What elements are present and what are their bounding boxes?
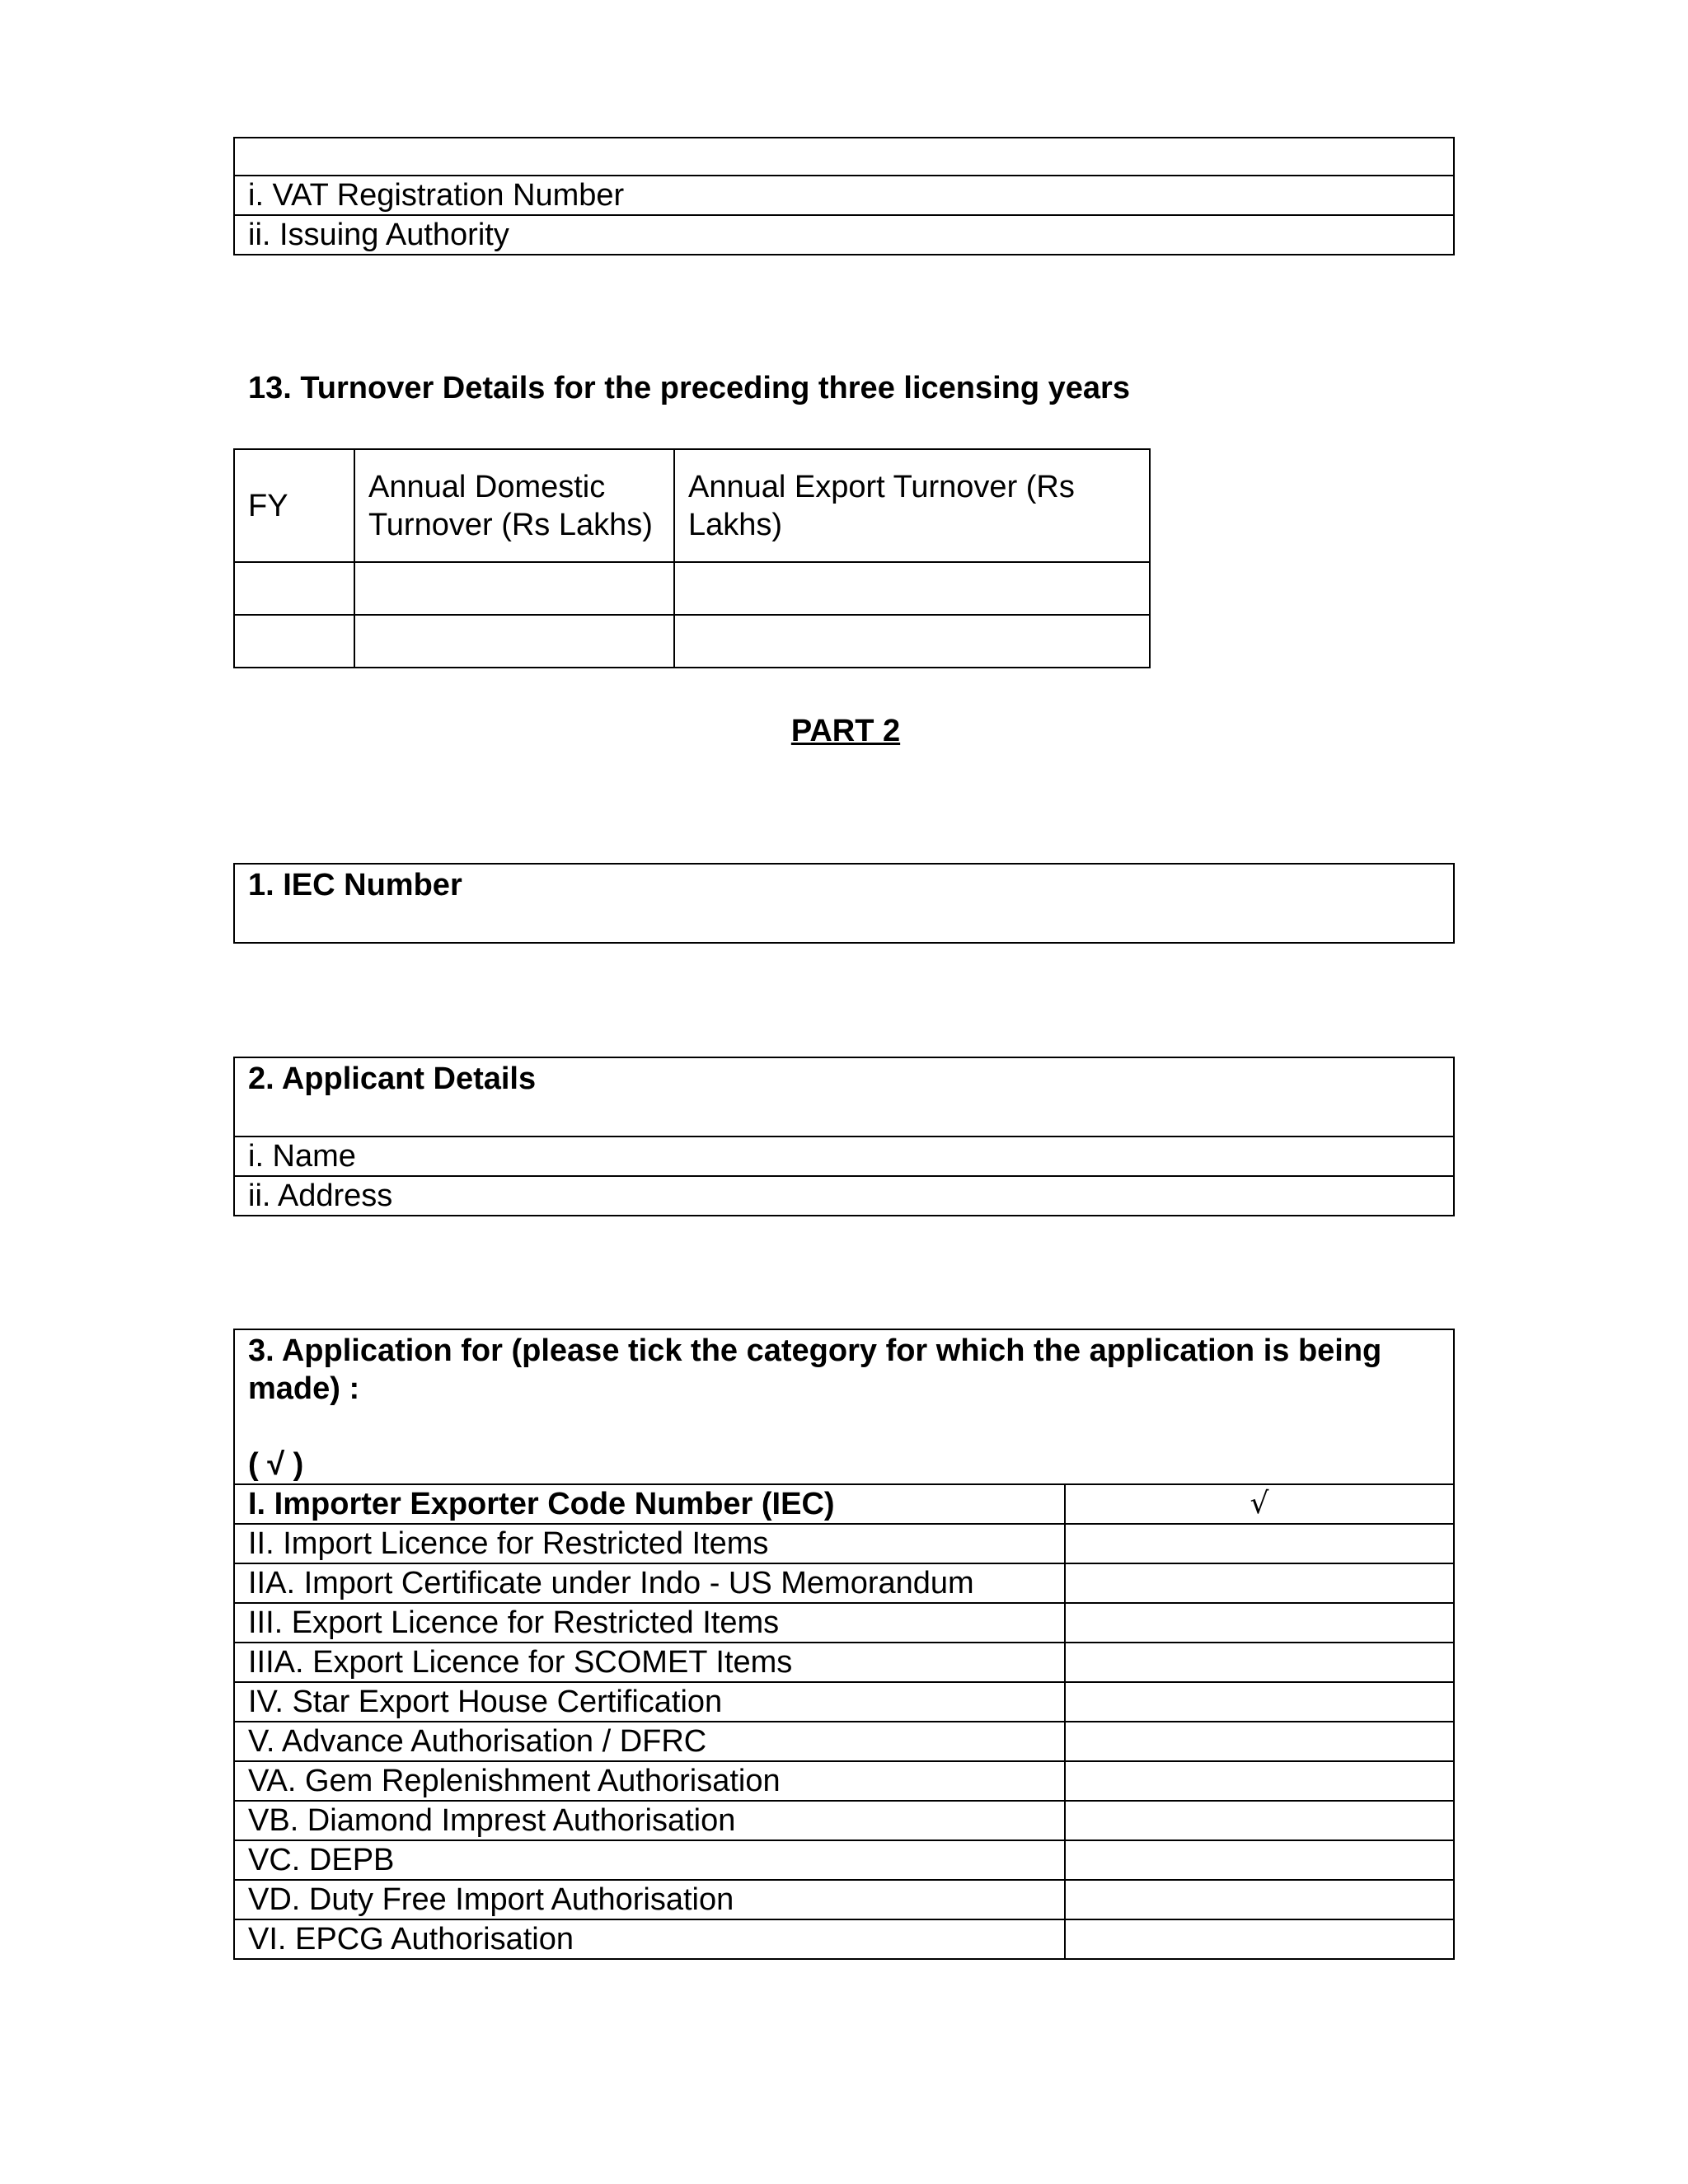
category-label: VC. DEPB — [234, 1840, 1065, 1880]
domestic-turnover-cell[interactable] — [354, 615, 674, 668]
category-checkbox[interactable] — [1065, 1761, 1454, 1801]
category-checkbox[interactable] — [1065, 1840, 1454, 1880]
turnover-table — [233, 448, 1151, 668]
vat-table-blank-row — [234, 138, 1454, 176]
table-row — [234, 1801, 1454, 1840]
part-2-title: PART 2 — [790, 714, 901, 748]
column-header-export-turnover: Annual Export Turnover (Rs Lakhs) — [674, 449, 1150, 562]
table-row — [234, 1643, 1454, 1682]
applicant-details-title: 2. Applicant Details — [234, 1057, 1454, 1137]
domestic-turnover-cell[interactable] — [354, 562, 674, 615]
table-row — [234, 1484, 1454, 1524]
vat-registration-number-field[interactable]: i. VAT Registration Number — [234, 176, 1454, 215]
category-label: IIA. Import Certificate under Indo - US Memorandum — [234, 1563, 1065, 1603]
category-label: IIIA. Export Licence for SCOMET Items — [234, 1643, 1065, 1682]
category-label: VB. Diamond Imprest Authorisation — [234, 1801, 1065, 1840]
iec-number-field[interactable]: 1. IEC Number — [234, 864, 1454, 943]
export-turnover-cell[interactable] — [674, 562, 1150, 615]
table-row — [234, 1880, 1454, 1919]
category-checkbox[interactable] — [1065, 1603, 1454, 1643]
category-checkbox[interactable] — [1065, 1643, 1454, 1682]
applicant-name-field[interactable]: i. Name — [234, 1137, 1454, 1176]
category-label: I. Importer Exporter Code Number (IEC) — [234, 1484, 1065, 1524]
column-header-domestic-turnover: Annual Domestic Turnover (Rs Lakhs) — [354, 449, 674, 562]
iec-number-box — [233, 863, 1455, 944]
table-row — [234, 1761, 1454, 1801]
category-label: VD. Duty Free Import Authorisation — [234, 1880, 1065, 1919]
category-checkbox[interactable] — [1065, 1880, 1454, 1919]
applicant-address-field[interactable]: ii. Address — [234, 1176, 1454, 1216]
table-row — [234, 1722, 1454, 1761]
export-turnover-cell[interactable] — [674, 615, 1150, 668]
table-row — [234, 1524, 1454, 1563]
table-row — [234, 1603, 1454, 1643]
category-label: V. Advance Authorisation / DFRC — [234, 1722, 1065, 1761]
category-checkbox[interactable] — [1065, 1524, 1454, 1563]
category-label: II. Import Licence for Restricted Items — [234, 1524, 1065, 1563]
vat-table — [233, 137, 1455, 255]
turnover-heading: 13. Turnover Details for the preceding three licensing years — [248, 371, 1130, 405]
category-checkbox[interactable] — [1065, 1682, 1454, 1722]
application-title-cell — [234, 1329, 1454, 1484]
application-category-table — [233, 1329, 1455, 1960]
table-row — [234, 1919, 1454, 1959]
category-label: VA. Gem Replenishment Authorisation — [234, 1761, 1065, 1801]
applicant-details-table — [233, 1057, 1455, 1216]
application-title: 3. Application for (please tick the category for which the application is being made) : — [248, 1333, 1382, 1406]
category-checkbox[interactable] — [1065, 1722, 1454, 1761]
category-checkbox[interactable] — [1065, 1563, 1454, 1603]
fy-cell[interactable] — [234, 615, 354, 668]
table-row — [234, 1682, 1454, 1722]
tick-hint: ( √ ) — [248, 1447, 304, 1482]
fy-cell[interactable] — [234, 562, 354, 615]
issuing-authority-field[interactable]: ii. Issuing Authority — [234, 215, 1454, 255]
category-checkbox[interactable]: √ — [1065, 1484, 1454, 1524]
table-row — [234, 1840, 1454, 1880]
category-label: III. Export Licence for Restricted Items — [234, 1603, 1065, 1643]
table-row — [234, 1563, 1454, 1603]
category-label: IV. Star Export House Certification — [234, 1682, 1065, 1722]
category-checkbox[interactable] — [1065, 1919, 1454, 1959]
table-row — [234, 615, 1150, 668]
category-label: VI. EPCG Authorisation — [234, 1919, 1065, 1959]
column-header-fy: FY — [234, 449, 354, 562]
category-checkbox[interactable] — [1065, 1801, 1454, 1840]
table-row — [234, 562, 1150, 615]
